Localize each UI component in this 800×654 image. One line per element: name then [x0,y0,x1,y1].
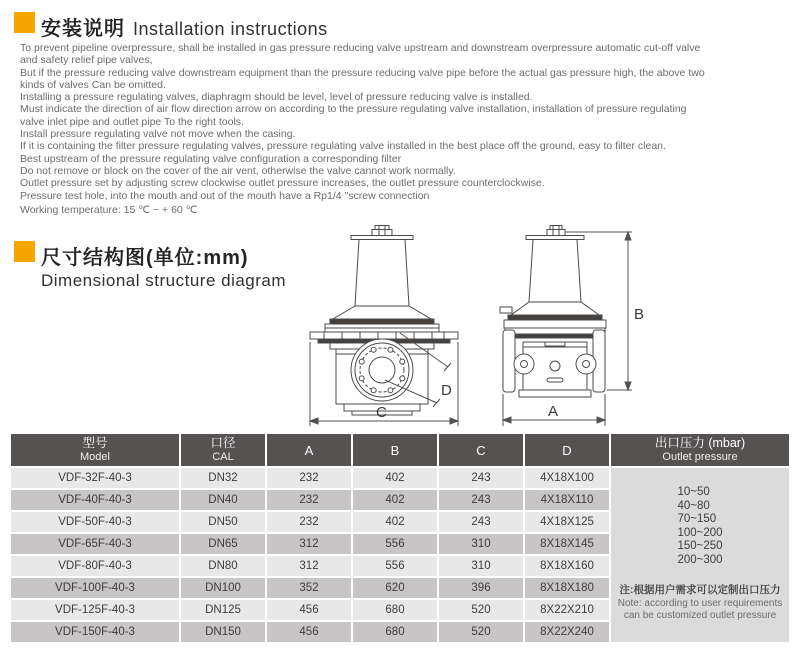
table-row [11,468,789,488]
cell-b: 680 [353,622,437,642]
header-b: B [353,434,437,466]
cell-d: 8X18X145 [525,534,609,554]
section1-title-zh: 安装说明 [41,18,125,40]
valve-side-view-diagram [490,224,650,434]
cell-d: 4X18X125 [525,512,609,532]
header-c: C [439,434,523,466]
instruction-line: Must indicate the direction of air flow direction arrow on according to the pressure regulating valve installation, installation of pressure regulating [20,103,687,116]
pressure-range: 10~50 [677,486,710,498]
section2-title-zh: 尺寸结构图(单位:mm) [41,247,249,269]
cell-d: 4X18X110 [525,490,609,510]
header-d: D [525,434,609,466]
vent-fitting [500,307,512,313]
cell-b: 402 [353,468,437,488]
dim-label-d: D [441,382,452,399]
inlet-pipe-flange [503,330,515,392]
header-model: 型号 Model [11,434,179,466]
cell-d: 8X22X240 [525,622,609,642]
cell-b: 556 [353,534,437,554]
pressure-range: 70~150 [677,513,717,525]
instruction-line: Install pressure regulating valve not move when the casing. [20,128,296,141]
orange-bullet-icon [14,12,35,33]
cell-model: VDF-50F-40-3 [11,512,179,532]
cell-model: VDF-100F-40-3 [11,578,179,598]
valve-front-outline [310,226,458,416]
spec-table [9,432,791,644]
cell-c: 243 [439,490,523,510]
cell-c: 243 [439,512,523,532]
dim-label-c: C [376,404,387,421]
cell-model: VDF-125F-40-3 [11,600,179,620]
dim-label-a: A [548,403,559,420]
outlet-note-en: Note: according to user requirements can be customized outlet pressure [617,598,783,621]
cell-c: 520 [439,622,523,642]
dim-label-b: B [634,306,645,323]
cell-cal: DN80 [181,556,265,576]
header-cal: 口径 CAL [181,434,265,466]
cell-b: 556 [353,556,437,576]
instruction-line: valve inlet pipe and outlet pipe To the right tools. [20,115,244,128]
instruction-line: Best upstream of the pressure regulating valve configuration a corresponding filter [20,152,402,165]
cell-b: 402 [353,512,437,532]
outlet-note-zh: 注:根据用户需求可以定制出口压力 [619,584,781,596]
top-nut-icon [375,226,389,230]
header-a: A [267,434,351,466]
cell-c: 243 [439,468,523,488]
cell-model: VDF-150F-40-3 [11,622,179,642]
orange-bullet-icon [14,241,35,262]
cell-c: 310 [439,556,523,576]
cell-cal: DN32 [181,468,265,488]
cell-cal: DN100 [181,578,265,598]
cell-cal: DN65 [181,534,265,554]
cell-a: 456 [267,600,351,620]
pressure-range: 40~80 [677,499,710,512]
instruction-line: Installing a pressure regulating valves, diaphragm should be level, level of pressure reducing valve is installed. [20,91,533,104]
cell-c: 310 [439,534,523,554]
instruction-line: Pressure test hole, into the mouth and out of the mouth have a Rp1/4 "screw connection [20,189,430,202]
header-outlet-pressure: 出口压力 (mbar) Outlet pressure [611,434,789,466]
valve-side-outline [500,226,606,398]
cell-b: 402 [353,490,437,510]
installation-section-header [14,12,328,41]
cell-cal: DN150 [181,622,265,642]
cell-b: 680 [353,600,437,620]
instruction-line: But if the pressure reducing valve downstream equipment than the pressure reducing valve pipe before the actual gas pressure high, the above two [20,66,705,79]
instruction-line: If it is containing the filter pressure regulating valves, pressure regulating valve installed in the best place off the ground, easy to filter clean. [20,140,666,153]
dimension-section-header [14,241,286,291]
instruction-line: Outlet pressure set by adjusting screw clockwise outlet pressure increases, the outlet pressure counterclockwise. [20,177,545,190]
cell-a: 312 [267,556,351,576]
outlet-pressure-list [677,486,722,567]
outlet-pressure-cell [611,468,789,642]
section2-title-en: Dimensional structure diagram [41,271,287,290]
cell-a: 352 [267,578,351,598]
pressure-range: 200~300 [677,553,723,566]
cell-a: 232 [267,512,351,532]
cell-cal: DN50 [181,512,265,532]
instruction-line: kinds of valves Can be omitted. [20,78,166,91]
pressure-range: 100~200 [677,526,723,539]
diaphragm-flange [310,332,458,339]
cell-a: 312 [267,534,351,554]
spring-tower [529,240,581,303]
instruction-line: and safety relief pipe valves, [20,54,153,67]
cell-a: 232 [267,490,351,510]
instruction-line: To prevent pipeline overpressure, shall be installed in gas pressure reducing valve upstream and downstream overpressure automatic cut-off valve [20,42,701,54]
instruction-line: Working temperature: 15 ℃ ~ + 60 ℃ [20,203,198,216]
cell-a: 232 [267,468,351,488]
installation-instructions-text [20,42,792,216]
outlet-note [611,584,789,622]
cell-model: VDF-40F-40-3 [11,490,179,510]
top-nut-icon [550,226,562,230]
pressure-range: 150~250 [677,540,723,552]
cell-cal: DN125 [181,600,265,620]
cell-model: VDF-32F-40-3 [11,468,179,488]
cell-d: 4X18X100 [525,468,609,488]
valve-front-view-diagram [295,224,473,434]
section1-title-en: Installation instructions [133,19,328,39]
cell-d: 8X18X180 [525,578,609,598]
cell-a: 456 [267,622,351,642]
cell-model: VDF-65F-40-3 [11,534,179,554]
table-header-row [11,434,789,466]
cell-c: 396 [439,578,523,598]
cell-c: 520 [439,600,523,620]
cell-model: VDF-80F-40-3 [11,556,179,576]
cell-d: 8X18X160 [525,556,609,576]
spring-tower [355,240,409,307]
cell-d: 8X22X210 [525,600,609,620]
cell-b: 620 [353,578,437,598]
cell-cal: DN40 [181,490,265,510]
instruction-line: Do not remove or block on the cover of the air vent, otherwise the valve cannot work normally. [20,164,456,177]
